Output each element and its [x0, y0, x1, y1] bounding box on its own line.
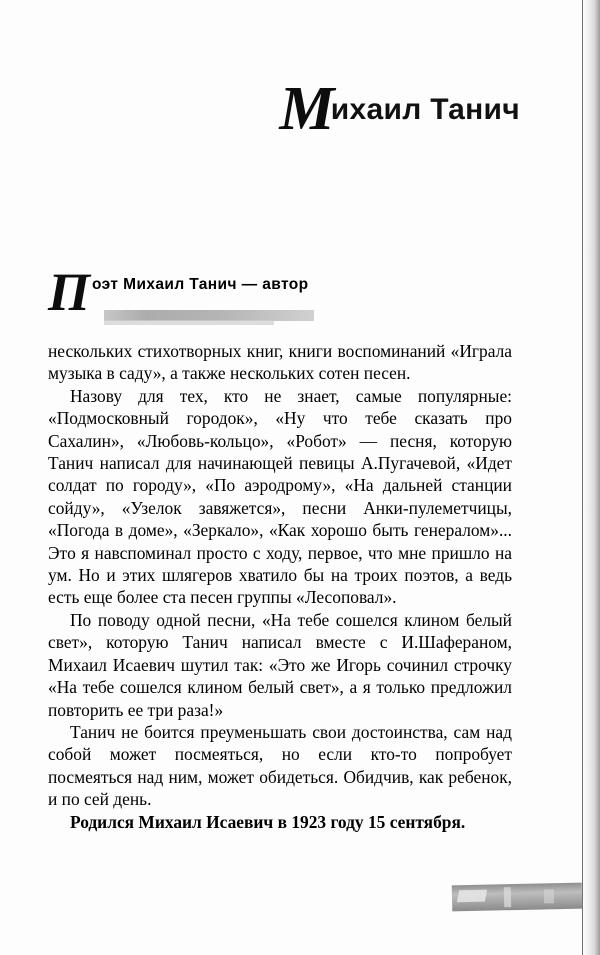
scan-scratch	[544, 889, 554, 903]
page-edge-shading	[582, 0, 600, 955]
scan-scratch	[457, 890, 487, 903]
page-edge-line	[582, 0, 583, 955]
paragraph: Танич не боится преуменьшать свои достоинства, сам над собой может посмеяться, но если кто-то попробует посмеяться над ним, может обидеться. Обидчив, как ребенок, и по сей день.	[48, 721, 512, 810]
scan-scratch	[504, 887, 511, 907]
body-text	[48, 340, 512, 833]
paragraph: нескольких стихотворных книг, книги воспоминаний «Играла музыка в саду», а также нескольких сотен песен.	[48, 341, 512, 384]
page-title-line	[279, 75, 520, 143]
title-initial: М	[279, 75, 335, 143]
lead-dropcap: П	[48, 262, 91, 322]
page-title	[0, 75, 520, 143]
closing-paragraph: Родился Михаил Исаевич в 1923 году 15 сентября.	[70, 811, 466, 832]
lead-text: оэт Михаил Танич — автор	[92, 276, 309, 293]
scan-smudge-artifact-secondary	[104, 320, 274, 325]
paragraph: Назову для тех, кто не знает, самые популярные: «Подмосковный городок», «Ну что тебе сказать про Сахалин», «Любовь-кольцо», «Робот» — песня, которую Танич написал для начинающей певицы А.Пугачевой, «Идет солдат по городу», «По аэродрому», «На дальней станции сойду», «Узелок завяжется», песни Анки-пулеметчицы, «Погода в доме», «Зеркало», «Как хорошо быть генералом»... Этo я навспоминал просто с ходу, первое, что мне пришло на ум. Но и этих шлягеров хватило бы на троих поэтов, а ведь есть еще более ста песен группы «Лесоповал».	[48, 385, 512, 608]
lead-paragraph	[48, 262, 512, 322]
paragraph: По поводу одной песни, «На тебе сошелся клином белый свет», которую Танич написал вместе с И.Шафераном, Михаил Исаевич шутил так: «Это же Игорь сочинил строчку «На тебе сошелся клином белый свет», а я только предложил повторить ее три раза!»	[48, 609, 512, 720]
scan-artifact-bottom	[452, 883, 583, 912]
title-rest: ихаил Танич	[330, 93, 520, 126]
